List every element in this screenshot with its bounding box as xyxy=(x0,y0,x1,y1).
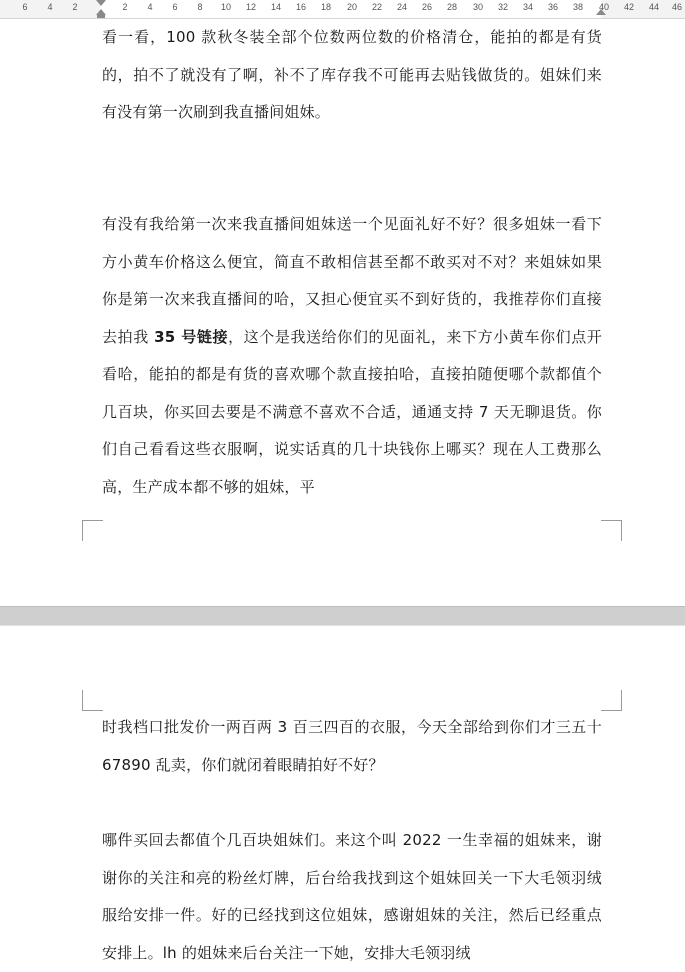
ruler-tick: 42 xyxy=(623,2,635,12)
bold-link-text: 35 号链接 xyxy=(154,327,229,346)
paragraph[interactable]: 看一看，100 款秋冬装全部个位数两位数的价格清仓，能拍的都是有货的，拍不了就没有了啊，补不了库存我不可能再去贴钱做货的。姐妹们来有没有第一次刷到我直播间姐妹。 xyxy=(102,28,602,121)
paragraph[interactable] xyxy=(102,206,602,506)
crop-mark-bottom-right xyxy=(601,520,622,541)
ruler-tick: 38 xyxy=(572,2,584,12)
page-separator xyxy=(0,606,685,626)
paragraph-text: ，这个是我送给你们的见面礼，来下方小黄车你们点开看哈，能拍的都是有货的喜欢哪个款直接拍哈，直接拍随便哪个款都值个几百块，你买回去要是不满意不喜欢不合适，通通支持 7 天无聊退货。你们自己看看这些衣服啊，说实话真的几十块钱你上哪买？现在人工费那么高，生产成本都不够的姐妹，平 xyxy=(102,327,603,496)
ruler-tick: 32 xyxy=(497,2,509,12)
right-indent-marker[interactable] xyxy=(596,9,606,15)
ruler-tick: 30 xyxy=(472,2,484,12)
ruler-tick: 6 xyxy=(172,2,178,12)
ruler-tick: 34 xyxy=(522,2,534,12)
ruler-tick: 2 xyxy=(72,2,78,12)
ruler-tick: 26 xyxy=(421,2,433,12)
ruler-tick: 24 xyxy=(396,2,408,12)
crop-mark-bottom-left xyxy=(82,520,103,541)
ruler-tick: 14 xyxy=(270,2,282,12)
ruler-tick: 36 xyxy=(547,2,559,12)
ruler-tick: 6 xyxy=(22,2,28,12)
ruler-tick: 28 xyxy=(446,2,458,12)
ruler-tick: 8 xyxy=(197,2,203,12)
left-indent-marker[interactable] xyxy=(97,15,105,18)
ruler-tick: 22 xyxy=(371,2,383,12)
ruler-tick: 40 xyxy=(598,2,610,12)
paragraph[interactable]: 时我档口批发价一两百两 3 百三四百的衣服，今天全部给到你们才三五十 67890 乱卖，你们就闭着眼睛拍好不好？ xyxy=(102,718,602,774)
first-line-indent-marker[interactable] xyxy=(96,0,106,6)
ruler-tick: 20 xyxy=(346,2,358,12)
ruler-tick: 44 xyxy=(648,2,660,12)
ruler-tick: 12 xyxy=(245,2,257,12)
paragraph[interactable]: 哪件买回去都值个几百块姐妹们。来这个叫 2022 一生幸福的姐妹来，谢谢你的关注和亮的粉丝灯牌，后台给我找到这个姐妹回关一下大毛领羽绒服给安排一件。好的已经找到这位姐妹，感谢姐妹的关注，然后已经重点安排上。lh 的姐妹来后台关注一下她，安排大毛领羽绒 xyxy=(102,831,602,962)
crop-mark-top-left xyxy=(82,690,103,711)
paragraph-text: 有没有我给第一次来我直播间姐妹送一个见面礼好不好？很多姐妹一看下方小黄车价格这么便宜，简直不敢相信甚至都不敢买对不对？来姐妹如果你是第一次来我直播间的哈，又担心便宜买不到好货的，我推荐你们直接去拍我 xyxy=(102,215,602,346)
ruler-tick: 10 xyxy=(220,2,232,12)
ruler-tick: 4 xyxy=(147,2,153,12)
ruler-tick: 2 xyxy=(122,2,128,12)
horizontal-ruler[interactable] xyxy=(0,0,685,19)
ruler-tick: 18 xyxy=(320,2,332,12)
ruler-tick: 46 xyxy=(671,2,683,12)
crop-mark-top-right xyxy=(601,690,622,711)
ruler-tick: 16 xyxy=(295,2,307,12)
ruler-tick: 4 xyxy=(47,2,53,12)
